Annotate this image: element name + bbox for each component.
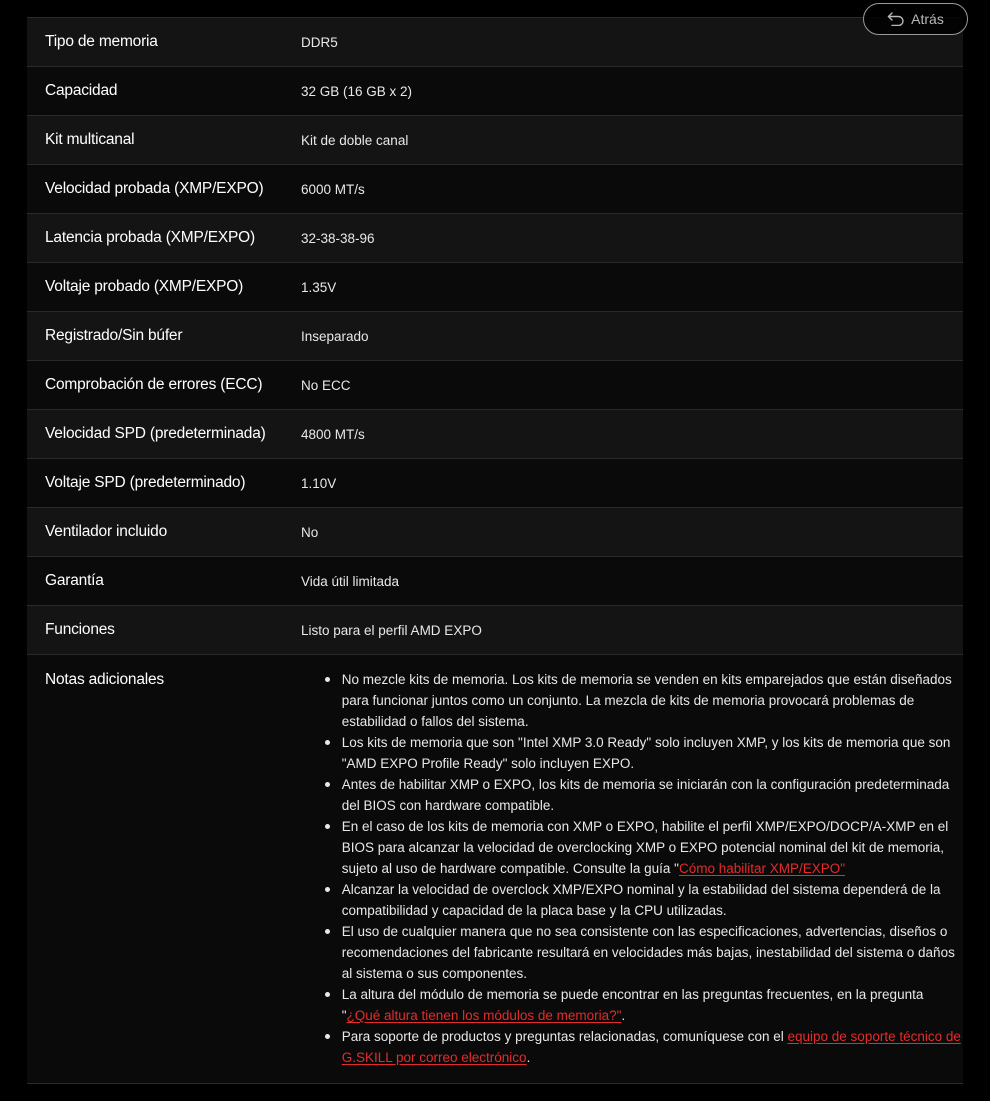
spec-value: 4800 MT/s bbox=[301, 426, 365, 442]
spec-label: Latencia probada (XMP/EXPO) bbox=[45, 229, 255, 246]
list-item bbox=[324, 921, 963, 984]
note-text-after: . bbox=[526, 1050, 531, 1065]
spec-label: Velocidad probada (XMP/EXPO) bbox=[45, 180, 264, 197]
spec-value: 32 GB (16 GB x 2) bbox=[301, 83, 413, 99]
spec-label: Funciones bbox=[45, 621, 115, 638]
spec-value: Listo para el perfil AMD EXPO bbox=[301, 622, 482, 638]
spec-value: Kit de doble canal bbox=[301, 132, 409, 148]
spec-row bbox=[27, 67, 963, 116]
spec-label: Voltaje SPD (predeterminado) bbox=[45, 474, 246, 491]
spec-label: Tipo de memoria bbox=[45, 33, 158, 50]
note-text-after: . bbox=[621, 1008, 626, 1023]
undo-arrow-icon bbox=[887, 12, 905, 26]
spec-row bbox=[27, 410, 963, 459]
note-text: No mezcle kits de memoria. Los kits de memoria se venden en kits emparejados que están diseñados para funcionar juntos como un conjunto. La mezcla de kits de memoria provocará problemas de estabilidad o fallos del sistema. bbox=[341, 672, 952, 729]
spec-row bbox=[27, 508, 963, 557]
spec-row bbox=[27, 557, 963, 606]
note-text: El uso de cualquier manera que no sea consistente con las especificaciones, advertencias, diseños o recomendaciones del fabricante resultará en velocidades más bajas, inestabilidad del sistema o daños al sistema o sus componentes. bbox=[341, 924, 955, 981]
spec-value: 6000 MT/s bbox=[301, 181, 365, 197]
list-item bbox=[324, 774, 963, 816]
spec-value: DDR5 bbox=[301, 34, 338, 50]
spec-row bbox=[27, 116, 963, 165]
spec-row bbox=[27, 312, 963, 361]
note-link[interactable]: ¿Qué altura tienen los módulos de memoria?" bbox=[346, 1008, 622, 1023]
spec-label: Garantía bbox=[45, 572, 104, 589]
spec-row bbox=[27, 459, 963, 508]
note-text: Los kits de memoria que son "Intel XMP 3.0 Ready" solo incluyen XMP, y los kits de memoria que son "AMD EXPO Profile Ready" solo incluyen EXPO. bbox=[341, 735, 951, 771]
list-item bbox=[324, 879, 963, 921]
spec-row bbox=[27, 606, 963, 655]
note-text: Antes de habilitar XMP o EXPO, los kits de memoria se iniciarán con la configuración predeterminada del BIOS con hardware compatible. bbox=[341, 777, 950, 813]
spec-value: 32-38-38-96 bbox=[301, 230, 375, 246]
note-text: Para soporte de productos y preguntas relacionadas, comuníquese con el bbox=[341, 1029, 788, 1044]
back-button-label: Atrás bbox=[911, 11, 944, 27]
spec-value: No bbox=[301, 524, 319, 540]
spec-row bbox=[27, 263, 963, 312]
note-link[interactable]: equipo de soporte técnico de G.SKILL por correo electrónico bbox=[341, 1029, 961, 1065]
spec-value: 1.35V bbox=[301, 279, 337, 295]
notes-row bbox=[27, 655, 963, 1084]
back-button[interactable] bbox=[863, 3, 968, 35]
notes-label: Notas adicionales bbox=[45, 671, 164, 688]
spec-label: Ventilador incluido bbox=[45, 523, 168, 540]
spec-row bbox=[27, 214, 963, 263]
spec-label: Comprobación de errores (ECC) bbox=[45, 376, 263, 393]
spec-label: Voltaje probado (XMP/EXPO) bbox=[45, 278, 244, 295]
note-text: En el caso de los kits de memoria con XMP o EXPO, habilite el perfil XMP/EXPO/DOCP/A-XMP en el BIOS para alcanzar la velocidad de overclocking XMP o EXPO potencial nominal del kit de memoria, sujeto al uso de hardware compatible. Consulte la guía " bbox=[341, 819, 949, 876]
spec-row bbox=[27, 18, 963, 67]
spec-row bbox=[27, 361, 963, 410]
spec-label: Velocidad SPD (predeterminada) bbox=[45, 425, 266, 442]
spec-row bbox=[27, 165, 963, 214]
spec-table bbox=[27, 17, 963, 1084]
note-text: Alcanzar la velocidad de overclock XMP/EXPO nominal y la estabilidad del sistema dependerá de la compatibilidad y capacidad de la placa base y la CPU utilizadas. bbox=[341, 882, 941, 918]
list-item bbox=[324, 984, 963, 1026]
list-item bbox=[324, 816, 963, 879]
notes-list bbox=[301, 669, 963, 1068]
spec-label: Registrado/Sin búfer bbox=[45, 327, 183, 344]
spec-label: Kit multicanal bbox=[45, 131, 135, 148]
list-item bbox=[324, 669, 963, 732]
spec-value: Vida útil limitada bbox=[301, 573, 400, 589]
note-text: La altura del módulo de memoria se puede encontrar en las preguntas frecuentes, en la pregunta " bbox=[341, 987, 924, 1023]
spec-value: No ECC bbox=[301, 377, 351, 393]
spec-label: Capacidad bbox=[45, 82, 118, 99]
spec-value: Inseparado bbox=[301, 328, 369, 344]
spec-value: 1.10V bbox=[301, 475, 337, 491]
list-item bbox=[324, 1026, 963, 1068]
list-item bbox=[324, 732, 963, 774]
note-link[interactable]: Cómo habilitar XMP/EXPO" bbox=[678, 861, 846, 876]
